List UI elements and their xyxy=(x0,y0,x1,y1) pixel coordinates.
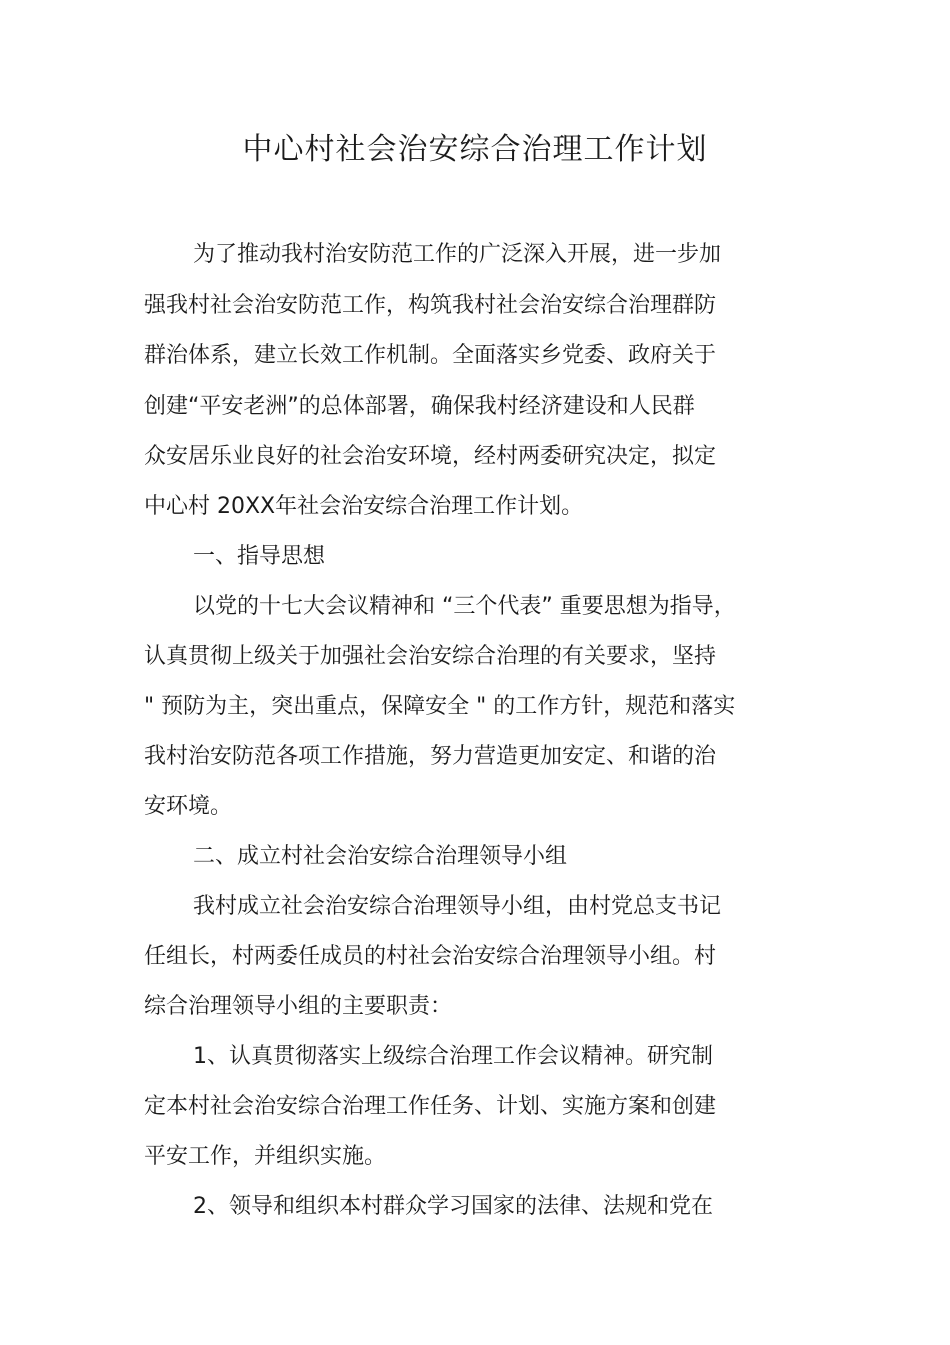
text-line: 定本村社会治安综合治理工作任务、计划、实施方案和创建 xyxy=(144,1094,717,1119)
text-line: 创建“平安老洲”的总体部署，确保我村经济建设和人民群 xyxy=(144,394,695,419)
text-line: 平安工作，并组织实施。 xyxy=(144,1144,387,1169)
text-line: 群治体系，建立长效工作机制。全面落实乡党委、政府关于 xyxy=(144,343,717,368)
text-line: 综合治理领导小组的主要职责： xyxy=(144,994,453,1019)
document-title: 中心村社会治安综合治理工作计划 xyxy=(242,132,708,167)
text-line: 认真贯彻上级关于加强社会治安综合治理的有关要求，坚持 xyxy=(144,644,717,669)
text-line: 我村成立社会治安综合治理领导小组，由村党总支书记 xyxy=(193,894,722,919)
text-line: 为了推动我村治安防范工作的广泛深入开展，进一步加 xyxy=(193,242,722,267)
text-line: 我村治安防范各项工作措施，努力营造更加安定、和谐的治 xyxy=(144,744,717,769)
text-line: 2、领导和组织本村群众学习国家的法律、法规和党在 xyxy=(193,1194,713,1219)
text-line: 安环境。 xyxy=(144,794,233,819)
text-line: 中心村 20XX年社会治安综合治理工作计划。 xyxy=(144,494,584,519)
text-line: 强我村社会治安防范工作，构筑我村社会治安综合治理群防 xyxy=(144,293,717,318)
text-line: " 预防为主，突出重点，保障安全 " 的工作方针，规范和落实 xyxy=(144,694,736,719)
text-line: 任组长，村两委任成员的村社会治安综合治理领导小组。村 xyxy=(144,944,717,969)
text-line: 1、认真贯彻落实上级综合治理工作会议精神。研究制 xyxy=(193,1044,713,1069)
text-line: 众安居乐业良好的社会治安环境，经村两委研究决定，拟定 xyxy=(144,444,717,469)
section-heading: 一、指导思想 xyxy=(193,544,326,569)
text-line: 以党的十七大会议精神和 “三个代表” 重要思想为指导， xyxy=(193,594,736,619)
section-heading: 二、成立村社会治安综合治理领导小组 xyxy=(193,844,568,869)
